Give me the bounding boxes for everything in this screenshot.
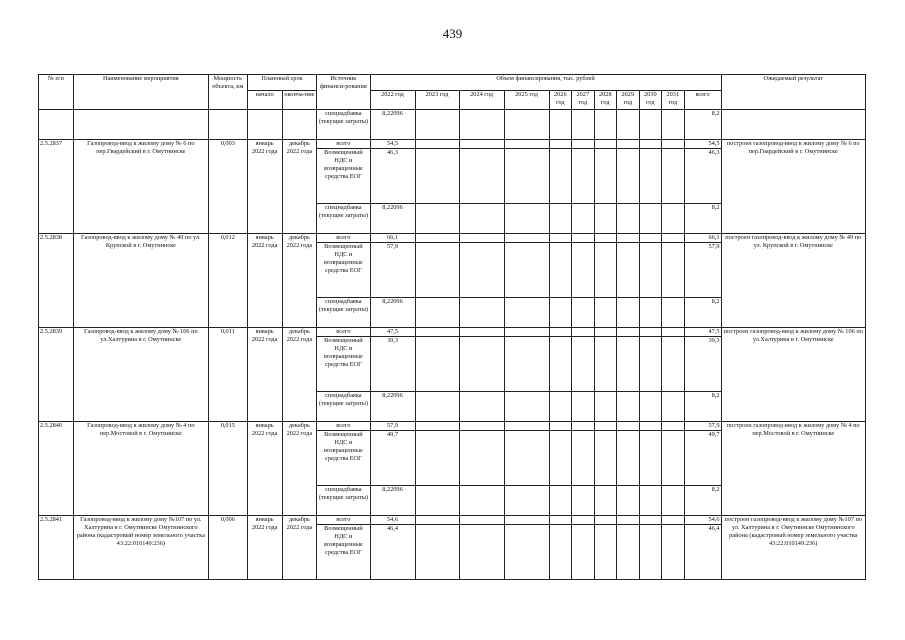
source-cell: всего (317, 234, 370, 243)
item-start: январь 2022 года (247, 140, 282, 234)
value-total: 46,4 (684, 525, 721, 580)
header-result: Ожидаемый результат (721, 75, 865, 110)
value-total: 54,5 (684, 140, 721, 149)
header-end: оконча-ние (282, 91, 317, 110)
empty-year-cell (415, 204, 459, 234)
empty-year-cell (459, 392, 504, 422)
empty-year-cell (662, 234, 685, 243)
empty-year-cell (572, 486, 595, 516)
header-source: Источник финанси-рования (317, 75, 370, 110)
empty-year-cell (549, 298, 572, 328)
item-start: январь 2022 года (247, 422, 282, 516)
empty-year-cell (459, 431, 504, 486)
empty-year-cell (617, 243, 640, 298)
header-year-2023: 2023 год (415, 91, 459, 110)
empty-year-cell (415, 337, 459, 392)
value-2022: 54,5 (370, 140, 415, 149)
item-start: январь 2022 года (247, 234, 282, 328)
value-total: 39,3 (684, 337, 721, 392)
header-year-2029: 2029 год (617, 91, 640, 110)
empty-year-cell (459, 204, 504, 234)
empty-year-cell (415, 431, 459, 486)
value-2022: 54,6 (370, 516, 415, 525)
empty-year-cell (617, 337, 640, 392)
empty-year-cell (504, 431, 549, 486)
empty-year-cell (572, 516, 595, 525)
empty-year-cell (549, 422, 572, 431)
value-2022: 57,9 (370, 422, 415, 431)
empty-year-cell (617, 516, 640, 525)
empty-year-cell (594, 525, 617, 580)
item-name: Газопровод-ввод к жилому дому № 4 по пер.Мостовой в г. Омутнинске (73, 422, 208, 516)
source-cell: всего (317, 140, 370, 149)
source-cell: спецнадбавка (текущие затраты) (317, 486, 370, 516)
empty-year-cell (572, 337, 595, 392)
value-total: 8,2 (684, 204, 721, 234)
empty-year-cell (549, 486, 572, 516)
empty-year-cell (662, 140, 685, 149)
empty-year-cell (549, 234, 572, 243)
item-name: Газопровод-ввод к жилому дому №107 по ул. Халтурина в г. Омутнинске Омутнинского района (кадастровый номер земельного участка 43:22:010149:236) (73, 516, 208, 580)
header-volume: Объем финансирования, тыс. рублей (370, 75, 721, 91)
empty-year-cell (594, 337, 617, 392)
empty-year-cell (549, 140, 572, 149)
empty-year-cell (415, 486, 459, 516)
item-result: построен газопровод-ввод к жилому дому № 4 по пер.Мостовой в г. Омутнинске (721, 422, 865, 516)
table-row (39, 110, 866, 140)
item-capacity: 0,012 (208, 234, 247, 328)
value-2022: 8,22096 (370, 392, 415, 422)
empty-year-cell (549, 204, 572, 234)
empty-year-cell (504, 149, 549, 204)
empty-year-cell (662, 337, 685, 392)
empty-year-cell (639, 431, 662, 486)
value-2022: 46,3 (370, 149, 415, 204)
header-year-2022: 2022 год (370, 91, 415, 110)
item-name: Газопровод-ввод к жилому дому № 6 по пер.Гвардейский в г. Омутнинске (73, 140, 208, 234)
empty-year-cell (662, 149, 685, 204)
item-number: 2.5.2840 (39, 422, 74, 516)
empty-year-cell (617, 486, 640, 516)
empty-year-cell (504, 234, 549, 243)
empty-year-cell (639, 140, 662, 149)
item-end: декабрь 2022 года (282, 328, 317, 422)
empty-year-cell (594, 516, 617, 525)
empty-year-cell (549, 337, 572, 392)
source-cell: Возмещенный НДС и возвращенные средства ЕОГ (317, 337, 370, 392)
empty-year-cell (459, 243, 504, 298)
empty-year-cell (594, 243, 617, 298)
empty-year-cell (415, 516, 459, 525)
table-row (39, 328, 866, 337)
empty-year-cell (459, 516, 504, 525)
item-result: построен газопровод-ввод к жилому дому № 49 по ул. Крупской в г. Омутнинске (721, 234, 865, 328)
empty-year-cell (572, 140, 595, 149)
item-name: Газопровод-ввод к жилому дому № 49 по ул. Крупской в г. Омутнинске (73, 234, 208, 328)
empty-year-cell (662, 392, 685, 422)
item-result: построен газопровод-ввод к жилому дому № 6 по пер.Гвардейский в г. Омутнинске (721, 140, 865, 234)
empty-year-cell (415, 525, 459, 580)
value-total: 8,2 (684, 486, 721, 516)
financing-table (38, 74, 866, 580)
empty-year-cell (459, 486, 504, 516)
empty-year-cell (572, 298, 595, 328)
item-end: декабрь 2022 года (282, 422, 317, 516)
empty-year-cell (639, 337, 662, 392)
item-name: Газопровод-ввод к жилому дому № 106 по ул.Халтурина в г. Омутнинске (73, 328, 208, 422)
header-period: Плановый срок (247, 75, 317, 91)
empty-year-cell (617, 204, 640, 234)
header-year-2025: 2025 год (504, 91, 549, 110)
value-total: 57,9 (684, 243, 721, 298)
empty-year-cell (662, 204, 685, 234)
header-year-2026: 2026 год (549, 91, 572, 110)
empty-year-cell (662, 328, 685, 337)
item-number: 2.5.2839 (39, 328, 74, 422)
header-capacity: Мощность объекта, км (208, 75, 247, 110)
header-year-2028: 2028 год (594, 91, 617, 110)
empty-year-cell (594, 431, 617, 486)
item-result: построен газопровод-ввод к жилому дому №107 по ул. Халтурина в г. Омутнинске Омутнинского района (кадастровый номер земельного участка 43:22:010149:236) (721, 516, 865, 580)
value-total: 46,3 (684, 149, 721, 204)
item-capacity: 0,011 (208, 328, 247, 422)
empty-year-cell (504, 516, 549, 525)
table-row (39, 140, 866, 149)
empty-year-cell (572, 422, 595, 431)
empty-year-cell (504, 422, 549, 431)
empty-year-cell (662, 525, 685, 580)
source-cell: Возмещенный НДС и возвращенные средства ЕОГ (317, 525, 370, 580)
source-cell: Возмещенный НДС и возвращенные средства ЕОГ (317, 243, 370, 298)
empty-year-cell (504, 204, 549, 234)
empty-year-cell (662, 422, 685, 431)
value-total: 66,1 (684, 234, 721, 243)
empty-year-cell (504, 328, 549, 337)
empty-year-cell (662, 243, 685, 298)
item-end: декабрь 2022 года (282, 140, 317, 234)
empty-year-cell (549, 149, 572, 204)
empty-year-cell (594, 328, 617, 337)
source-cell: спецнадбавка (текущие затраты) (317, 392, 370, 422)
empty-year-cell (617, 431, 640, 486)
empty-year-cell (639, 486, 662, 516)
empty-year-cell (617, 149, 640, 204)
empty-year-cell (639, 298, 662, 328)
empty-year-cell (459, 422, 504, 431)
value-total: 47,5 (684, 328, 721, 337)
empty-year-cell (415, 298, 459, 328)
header-num: № п/п (39, 75, 74, 110)
item-end: декабрь 2022 года (282, 234, 317, 328)
empty-year-cell (415, 328, 459, 337)
item-capacity: 0,006 (208, 516, 247, 580)
source-cell: спецнадбавка (текущие затраты) (317, 110, 370, 140)
empty-year-cell (504, 392, 549, 422)
empty-year-cell (572, 328, 595, 337)
empty-year-cell (594, 486, 617, 516)
header-row-1 (39, 75, 866, 91)
source-cell: спецнадбавка (текущие затраты) (317, 298, 370, 328)
item-capacity: 0,003 (208, 140, 247, 234)
value-2022: 49,7 (370, 431, 415, 486)
empty-year-cell (662, 431, 685, 486)
item-result: построен газопровод-ввод к жилому дому № 106 по ул.Халтурина в г. Омутнинске (721, 328, 865, 422)
empty-year-cell (639, 422, 662, 431)
value-2022: 47,5 (370, 328, 415, 337)
item-start: январь 2022 года (247, 516, 282, 580)
empty-year-cell (662, 486, 685, 516)
value-total: 49,7 (684, 431, 721, 486)
item-start: январь 2022 года (247, 328, 282, 422)
item-end: декабрь 2022 года (282, 516, 317, 580)
empty-year-cell (572, 243, 595, 298)
empty-year-cell (639, 392, 662, 422)
empty-year-cell (617, 525, 640, 580)
page-number: 439 (442, 26, 463, 41)
empty-year-cell (459, 149, 504, 204)
empty-year-cell (549, 431, 572, 486)
empty-year-cell (639, 328, 662, 337)
empty-year-cell (504, 140, 549, 149)
empty-year-cell (459, 140, 504, 149)
empty-year-cell (415, 392, 459, 422)
header-total: всего (684, 91, 721, 110)
empty-year-cell (504, 486, 549, 516)
empty-year-cell (459, 337, 504, 392)
item-capacity: 0,015 (208, 422, 247, 516)
empty-year-cell (594, 392, 617, 422)
source-cell: всего (317, 516, 370, 525)
source-cell: Возмещенный НДС и возвращенные средства ЕОГ (317, 149, 370, 204)
header-year-2030: 2030 год (639, 91, 662, 110)
empty-year-cell (459, 234, 504, 243)
empty-year-cell (639, 234, 662, 243)
table-row (39, 516, 866, 525)
empty-year-cell (594, 422, 617, 431)
value-2022: 8,22096 (370, 298, 415, 328)
value-2022: 46,4 (370, 525, 415, 580)
empty-year-cell (617, 140, 640, 149)
empty-year-cell (594, 234, 617, 243)
value-total: 54,6 (684, 516, 721, 525)
value-2022: 57,9 (370, 243, 415, 298)
empty-year-cell (415, 234, 459, 243)
empty-year-cell (617, 422, 640, 431)
item-number: 2.5.2841 (39, 516, 74, 580)
empty-year-cell (662, 298, 685, 328)
table-row (39, 234, 866, 243)
source-cell: всего (317, 422, 370, 431)
header-name: Наименование мероприятия (73, 75, 208, 110)
value-2022: 8,22096 (370, 110, 415, 140)
value-total: 8,2 (684, 110, 721, 140)
empty-year-cell (459, 328, 504, 337)
empty-year-cell (415, 149, 459, 204)
empty-year-cell (504, 298, 549, 328)
empty-year-cell (639, 243, 662, 298)
empty-year-cell (549, 392, 572, 422)
empty-year-cell (549, 516, 572, 525)
empty-year-cell (639, 525, 662, 580)
empty-year-cell (415, 140, 459, 149)
empty-year-cell (572, 149, 595, 204)
empty-year-cell (639, 149, 662, 204)
empty-year-cell (639, 204, 662, 234)
empty-year-cell (415, 243, 459, 298)
header-start: начало (247, 91, 282, 110)
empty-year-cell (504, 337, 549, 392)
header-year-2027: 2027 год (572, 91, 595, 110)
empty-year-cell (415, 422, 459, 431)
source-cell: всего (317, 328, 370, 337)
empty-year-cell (594, 298, 617, 328)
empty-year-cell (549, 525, 572, 580)
value-2022: 8,22096 (370, 486, 415, 516)
empty-year-cell (639, 516, 662, 525)
empty-year-cell (617, 328, 640, 337)
empty-year-cell (662, 516, 685, 525)
empty-year-cell (459, 525, 504, 580)
empty-year-cell (572, 431, 595, 486)
source-cell: спецнадбавка (текущие затраты) (317, 204, 370, 234)
source-cell: Возмещенный НДС и возвращенные средства ЕОГ (317, 431, 370, 486)
item-number: 2.5.2838 (39, 234, 74, 328)
empty-year-cell (549, 243, 572, 298)
empty-year-cell (572, 525, 595, 580)
empty-year-cell (617, 392, 640, 422)
empty-year-cell (504, 243, 549, 298)
empty-year-cell (617, 298, 640, 328)
table-row (39, 422, 866, 431)
header-year-2024: 2024 год (459, 91, 504, 110)
empty-year-cell (594, 140, 617, 149)
empty-year-cell (617, 234, 640, 243)
value-2022: 8,22096 (370, 204, 415, 234)
empty-year-cell (572, 392, 595, 422)
empty-year-cell (594, 204, 617, 234)
header-year-2031: 2031 год (662, 91, 685, 110)
value-total: 8,2 (684, 298, 721, 328)
empty-year-cell (549, 328, 572, 337)
empty-year-cell (459, 298, 504, 328)
empty-year-cell (504, 525, 549, 580)
empty-year-cell (572, 234, 595, 243)
value-2022: 39,3 (370, 337, 415, 392)
value-total: 8,2 (684, 392, 721, 422)
empty-year-cell (594, 149, 617, 204)
value-total: 57,9 (684, 422, 721, 431)
value-2022: 66,1 (370, 234, 415, 243)
item-number: 2.5.2837 (39, 140, 74, 234)
empty-year-cell (572, 204, 595, 234)
